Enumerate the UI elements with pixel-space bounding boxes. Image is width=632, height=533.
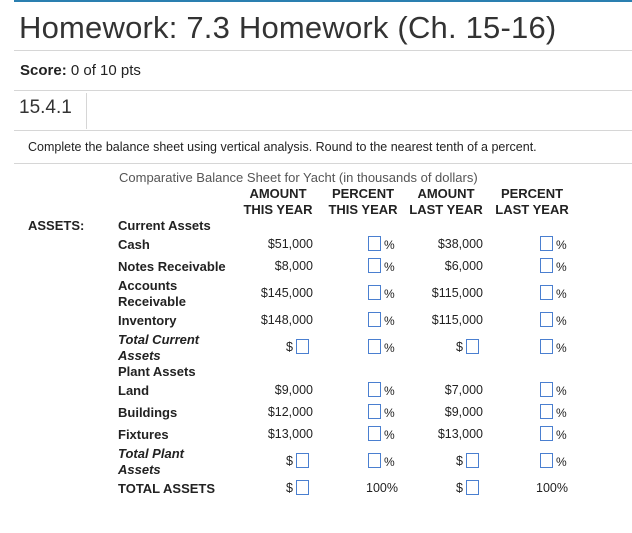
total-plant-last-year-input[interactable]	[466, 453, 479, 468]
label-line: Receivable	[118, 294, 186, 309]
buildings-last-year: $9,000	[444, 405, 483, 419]
total-assets-this-year-input[interactable]	[296, 480, 309, 495]
percent-sign: %	[384, 238, 395, 252]
row-label-total-assets: TOTAL ASSETS	[118, 481, 216, 496]
notes-this-year: $8,000	[274, 259, 313, 273]
buildings-percent-last-year-input[interactable]	[540, 404, 553, 419]
accounts-percent-this-year-input[interactable]	[368, 285, 381, 300]
land-last-year: $7,000	[444, 383, 483, 397]
fixtures-last-year: $13,000	[437, 427, 483, 441]
land-percent-last-year-input[interactable]	[540, 382, 553, 397]
dollar-sign: $	[286, 454, 293, 468]
score-label: Score:	[20, 62, 67, 79]
col-header-amount-this-year	[240, 186, 316, 218]
score-display	[20, 62, 141, 79]
buildings-percent-this-year-input[interactable]	[368, 404, 381, 419]
total-current-percent-this-year-input[interactable]	[368, 339, 381, 354]
percent-sign: %	[556, 428, 567, 442]
row-label-cash: Cash	[118, 237, 150, 252]
percent-sign: %	[556, 341, 567, 355]
question-number-divider	[86, 93, 87, 129]
header-line: THIS YEAR	[243, 202, 313, 217]
inventory-last-year: $115,000	[431, 313, 483, 327]
col-header-percent-this-year	[324, 186, 402, 218]
label-line: Assets	[118, 462, 161, 477]
top-accent-bar	[14, 0, 632, 2]
header-line: LAST YEAR	[409, 202, 483, 217]
percent-sign: %	[384, 260, 395, 274]
divider	[14, 90, 632, 91]
fixtures-percent-this-year-input[interactable]	[368, 426, 381, 441]
inventory-percent-last-year-input[interactable]	[540, 312, 553, 327]
divider	[14, 50, 632, 51]
total-assets-last-year-input[interactable]	[466, 480, 479, 495]
total-assets-percent-this-year: 100%	[366, 481, 398, 495]
percent-sign: %	[384, 384, 395, 398]
total-plant-this-year-input[interactable]	[296, 453, 309, 468]
percent-sign: %	[384, 406, 395, 420]
percent-sign: %	[384, 428, 395, 442]
row-label-total-plant-assets	[118, 446, 184, 478]
cash-last-year: $38,000	[437, 237, 483, 251]
notes-percent-this-year-input[interactable]	[368, 258, 381, 273]
row-label-accounts-receivable	[118, 278, 186, 310]
total-current-this-year-input[interactable]	[296, 339, 309, 354]
dollar-sign: $	[456, 340, 463, 354]
notes-last-year: $6,000	[444, 259, 483, 273]
header-line: PERCENT	[331, 186, 395, 201]
fixtures-this-year: $13,000	[267, 427, 313, 441]
accounts-this-year: $145,000	[260, 286, 313, 300]
question-number: 15.4.1	[19, 97, 72, 118]
percent-sign: %	[384, 455, 395, 469]
accounts-percent-last-year-input[interactable]	[540, 285, 553, 300]
header-line: AMOUNT	[417, 186, 475, 201]
inventory-this-year: $148,000	[260, 313, 313, 327]
percent-sign: %	[556, 260, 567, 274]
page-title: Homework: 7.3 Homework (Ch. 15-16)	[19, 10, 557, 45]
percent-sign: %	[556, 238, 567, 252]
percent-sign: %	[556, 455, 567, 469]
dollar-sign: $	[456, 481, 463, 495]
total-current-percent-last-year-input[interactable]	[540, 339, 553, 354]
percent-sign: %	[384, 341, 395, 355]
fixtures-percent-last-year-input[interactable]	[540, 426, 553, 441]
row-label-notes-receivable: Notes Receivable	[118, 259, 226, 274]
dollar-sign: $	[286, 340, 293, 354]
total-assets-percent-last-year: 100%	[536, 481, 568, 495]
row-label-fixtures: Fixtures	[118, 427, 169, 442]
header-line: LAST YEAR	[495, 202, 569, 217]
land-this-year: $9,000	[274, 383, 313, 397]
label-line: Total Plant	[118, 446, 184, 461]
divider	[14, 163, 632, 164]
label-line: Accounts	[118, 278, 178, 293]
percent-sign: %	[384, 287, 395, 301]
divider	[14, 130, 632, 131]
percent-sign: %	[384, 314, 395, 328]
instruction-text: Complete the balance sheet using vertical analysis. Round to the nearest tenth of a percent.	[28, 140, 537, 154]
row-label-buildings: Buildings	[118, 405, 178, 420]
percent-sign: %	[556, 406, 567, 420]
dollar-sign: $	[286, 481, 293, 495]
buildings-this-year: $12,000	[267, 405, 313, 419]
percent-sign: %	[556, 287, 567, 301]
notes-percent-last-year-input[interactable]	[540, 258, 553, 273]
cash-percent-last-year-input[interactable]	[540, 236, 553, 251]
header-line: PERCENT	[500, 186, 564, 201]
section-current-assets: Current Assets	[118, 218, 211, 233]
row-label-land: Land	[118, 383, 150, 398]
cash-this-year: $51,000	[267, 237, 313, 251]
header-line: THIS YEAR	[328, 202, 398, 217]
section-plant-assets: Plant Assets	[118, 364, 196, 379]
header-line: AMOUNT	[249, 186, 307, 201]
label-line: Assets	[118, 348, 161, 363]
cash-percent-this-year-input[interactable]	[368, 236, 381, 251]
total-current-last-year-input[interactable]	[466, 339, 479, 354]
land-percent-this-year-input[interactable]	[368, 382, 381, 397]
table-caption: Comparative Balance Sheet for Yacht (in thousands of dollars)	[119, 170, 478, 185]
row-label-inventory: Inventory	[118, 313, 177, 328]
label-line: Total Current	[118, 332, 200, 347]
score-value: 0 of 10 pts	[70, 62, 141, 79]
inventory-percent-this-year-input[interactable]	[368, 312, 381, 327]
total-plant-percent-this-year-input[interactable]	[368, 453, 381, 468]
assets-label: ASSETS:	[28, 218, 85, 233]
dollar-sign: $	[456, 454, 463, 468]
percent-sign: %	[556, 384, 567, 398]
row-label-total-current-assets	[118, 332, 199, 364]
percent-sign: %	[556, 314, 567, 328]
col-header-amount-last-year	[406, 186, 486, 218]
col-header-percent-last-year	[492, 186, 572, 218]
accounts-last-year: $115,000	[431, 286, 483, 300]
total-plant-percent-last-year-input[interactable]	[540, 453, 553, 468]
